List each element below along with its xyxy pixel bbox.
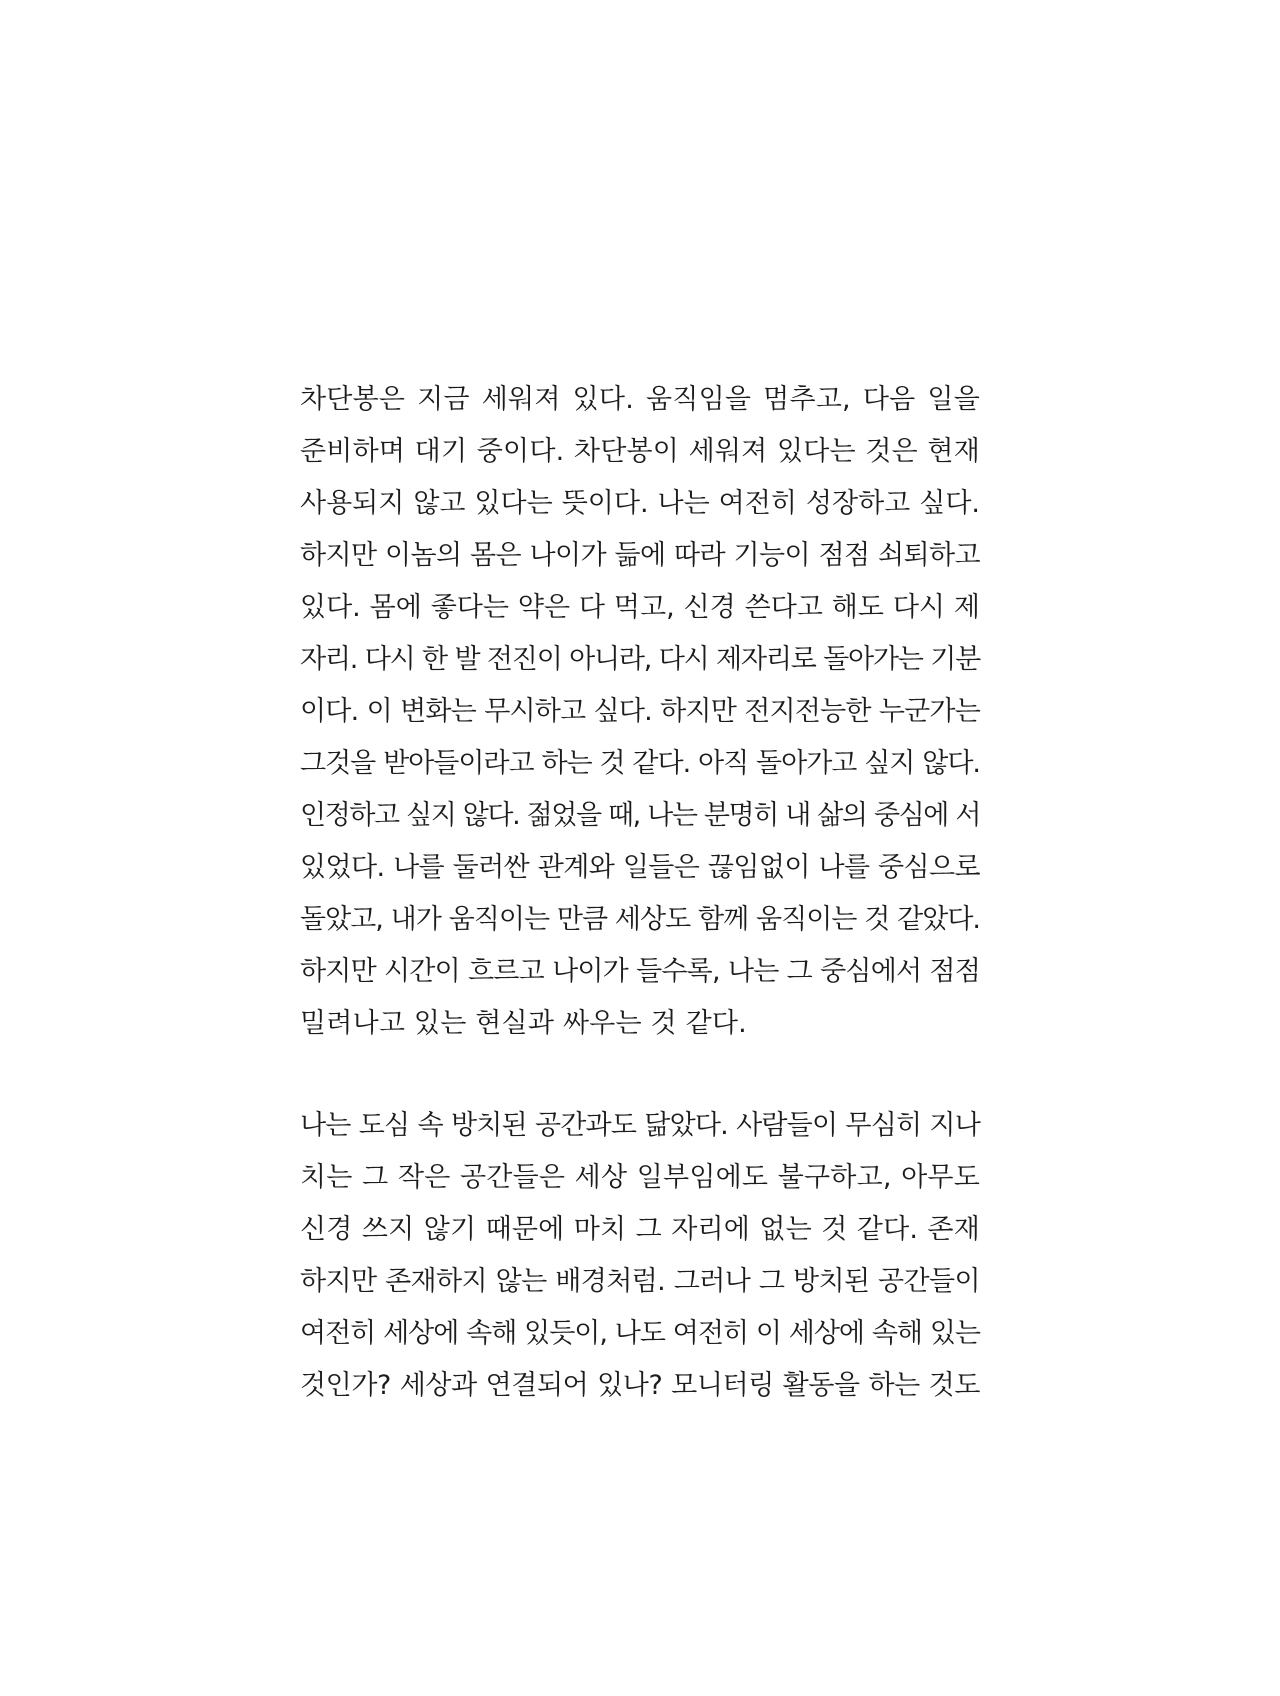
paragraph-line: 있었다. 나를 둘러싼 관계와 일들은 끊임없이 나를 중심으로 xyxy=(300,852,980,883)
paragraph-line: 신경 쓰지 않기 때문에 마치 그 자리에 없는 것 같다. 존재 xyxy=(300,1214,980,1245)
paragraph-line: 치는 그 작은 공간들은 세상 일부임에도 불구하고, 아무도 xyxy=(300,1162,980,1193)
paragraph-line: 밀려나고 있는 현실과 싸우는 것 같다. xyxy=(300,1008,747,1039)
paragraph-line: 하지만 이놈의 몸은 나이가 듦에 따라 기능이 점점 쇠퇴하고 xyxy=(300,540,980,571)
paragraph-2 xyxy=(300,1100,980,1412)
paragraph-line: 하지만 시간이 흐르고 나이가 들수록, 나는 그 중심에서 점점 xyxy=(300,956,980,987)
paragraph-line: 돌았고, 내가 움직이는 만큼 세상도 함께 움직이는 것 같았다. xyxy=(300,904,980,935)
paragraph-line: 인정하고 싶지 않다. 젊었을 때, 나는 분명히 내 삶의 중심에 서 xyxy=(300,800,980,831)
paragraph-line: 이다. 이 변화는 무시하고 싶다. 하지만 전지전능한 누군가는 xyxy=(300,696,980,727)
paragraph-line: 하지만 존재하지 않는 배경처럼. 그러나 그 방치된 공간들이 xyxy=(300,1266,980,1297)
paragraph-line: 그것을 받아들이라고 하는 것 같다. 아직 돌아가고 싶지 않다. xyxy=(300,748,980,779)
paragraph-line: 것인가? 세상과 연결되어 있나? 모니터링 활동을 하는 것도 xyxy=(300,1370,980,1401)
paragraph-line: 사용되지 않고 있다는 뜻이다. 나는 여전히 성장하고 싶다. xyxy=(300,488,980,519)
paragraph-line: 자리. 다시 한 발 전진이 아니라, 다시 제자리로 돌아가는 기분 xyxy=(300,644,980,675)
paragraph-line: 나는 도심 속 방치된 공간과도 닮았다. 사람들이 무심히 지나 xyxy=(300,1110,980,1141)
paragraph-line: 있다. 몸에 좋다는 약은 다 먹고, 신경 쓴다고 해도 다시 제 xyxy=(300,592,980,623)
paragraph-line: 차단봉은 지금 세워져 있다. 움직임을 멈추고, 다음 일을 xyxy=(300,384,980,415)
paragraph-1 xyxy=(300,374,980,1050)
paragraph-line: 준비하며 대기 중이다. 차단봉이 세워져 있다는 것은 현재 xyxy=(300,436,980,467)
paragraph-line: 여전히 세상에 속해 있듯이, 나도 여전히 이 세상에 속해 있는 xyxy=(300,1318,980,1349)
